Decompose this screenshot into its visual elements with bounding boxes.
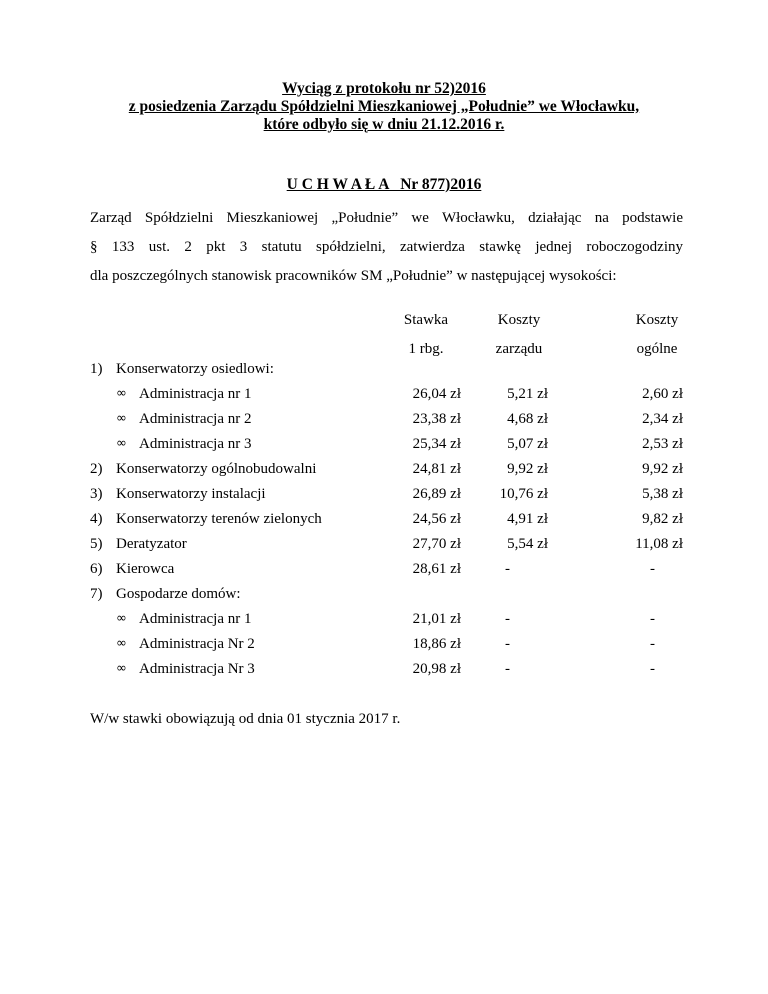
stawka-value: 27,70 zł — [412, 536, 461, 552]
row-number: 5) — [90, 536, 103, 552]
row-label: Konserwatorzy ogólnobudowalni — [116, 461, 317, 477]
table-row — [0, 383, 768, 405]
row-label: Deratyzator — [116, 536, 187, 552]
table-row — [0, 583, 768, 605]
column-header-koszty-zarzadu: Koszty zarządu — [495, 312, 543, 357]
stawka-value: 24,81 zł — [412, 461, 461, 477]
row-label: Gospodarze domów: — [116, 586, 241, 602]
koszty-zarzadu-value: - — [505, 661, 510, 677]
stawka-value: 23,38 zł — [412, 411, 461, 427]
table-row — [0, 508, 768, 530]
table-row — [0, 558, 768, 580]
koszty-ogolne-value: 9,92 zł — [642, 461, 683, 477]
header-line-protocol: Wyciąg z protokołu nr 52)2016 — [282, 80, 486, 97]
table-row — [0, 633, 768, 655]
table-row — [0, 433, 768, 455]
row-label: Kierowca — [116, 561, 175, 577]
row-number: 7) — [90, 586, 103, 602]
koszty-ogolne-value: 2,34 zł — [642, 411, 683, 427]
row-label: Konserwatorzy terenów zielonych — [116, 511, 322, 527]
row-number: 3) — [90, 486, 103, 502]
table-row — [0, 533, 768, 555]
infinity-bullet-icon: ∞ — [116, 661, 127, 676]
table-row — [0, 408, 768, 430]
intro-line-2: § 133 ust. 2 pkt 3 statutu spółdzielni, zatwierdza stawkę jednej roboczogodziny — [90, 239, 683, 255]
koszty-zarzadu-value: - — [505, 636, 510, 652]
koszty-ogolne-value: 2,53 zł — [642, 436, 683, 452]
koszty-zarzadu-value: 5,07 zł — [507, 436, 548, 452]
column-header-stawka: Stawka 1 rbg. — [403, 312, 449, 357]
koszty-ogolne-value: - — [650, 561, 655, 577]
koszty-zarzadu-value: 9,92 zł — [507, 461, 548, 477]
table-row — [0, 458, 768, 480]
stawka-value: 28,61 zł — [412, 561, 461, 577]
koszty-zarzadu-value: 4,68 zł — [507, 411, 548, 427]
header-line-date: które odbyło się w dniu 21.12.2016 r. — [263, 116, 505, 133]
intro-line-3: dla poszczególnych stanowisk pracowników SM „Południe” w następującej wysokości: — [90, 268, 617, 284]
row-label: Administracja nr 1 — [139, 386, 252, 402]
row-label: Konserwatorzy instalacji — [116, 486, 266, 502]
document-header — [0, 80, 768, 134]
stawka-value: 20,98 zł — [412, 661, 461, 677]
stawka-value: 26,04 zł — [412, 386, 461, 402]
table-row — [0, 658, 768, 680]
header-line-meeting: z posiedzenia Zarządu Spółdzielni Mieszkaniowej „Południe” we Włocławku, — [128, 98, 640, 115]
stawka-value: 18,86 zł — [412, 636, 461, 652]
infinity-bullet-icon: ∞ — [116, 386, 127, 401]
row-number: 1) — [90, 361, 103, 377]
footer-note: W/w stawki obowiązują od dnia 01 stycznia 2017 r. — [90, 711, 401, 727]
koszty-ogolne-value: 11,08 zł — [635, 536, 683, 552]
stawka-value: 21,01 zł — [412, 611, 461, 627]
row-label: Administracja Nr 3 — [139, 661, 255, 677]
koszty-ogolne-value: 9,82 zł — [642, 511, 683, 527]
column-header-koszty-ogolne: Koszty ogólne — [635, 312, 679, 357]
row-label: Administracja Nr 2 — [139, 636, 255, 652]
koszty-ogolne-value: - — [650, 661, 655, 677]
koszty-ogolne-value: 5,38 zł — [642, 486, 683, 502]
table-row — [0, 608, 768, 630]
row-label: Administracja nr 3 — [139, 436, 252, 452]
table-row — [0, 358, 768, 380]
infinity-bullet-icon: ∞ — [116, 411, 127, 426]
koszty-zarzadu-value: - — [505, 611, 510, 627]
intro-line-1: Zarząd Spółdzielni Mieszkaniowej „Południe” we Włocławku, działając na podstawie — [90, 210, 683, 226]
stawka-value: 24,56 zł — [412, 511, 461, 527]
koszty-zarzadu-value: - — [505, 561, 510, 577]
row-label: Administracja nr 1 — [139, 611, 252, 627]
koszty-ogolne-value: 2,60 zł — [642, 386, 683, 402]
koszty-zarzadu-value: 5,21 zł — [507, 386, 548, 402]
koszty-zarzadu-value: 5,54 zł — [507, 536, 548, 552]
row-number: 2) — [90, 461, 103, 477]
table-row — [0, 483, 768, 505]
row-label: Administracja nr 2 — [139, 411, 252, 427]
stawka-value: 25,34 zł — [412, 436, 461, 452]
infinity-bullet-icon: ∞ — [116, 436, 127, 451]
koszty-ogolne-value: - — [650, 636, 655, 652]
koszty-zarzadu-value: 10,76 zł — [499, 486, 548, 502]
infinity-bullet-icon: ∞ — [116, 636, 127, 651]
resolution-title: U C H W A Ł A Nr 877)2016 — [286, 176, 482, 193]
koszty-ogolne-value: - — [650, 611, 655, 627]
stawka-value: 26,89 zł — [412, 486, 461, 502]
intro-paragraph — [90, 204, 683, 291]
row-number: 4) — [90, 511, 103, 527]
koszty-zarzadu-value: 4,91 zł — [507, 511, 548, 527]
infinity-bullet-icon: ∞ — [116, 611, 127, 626]
row-number: 6) — [90, 561, 103, 577]
row-label: Konserwatorzy osiedlowi: — [116, 361, 274, 377]
